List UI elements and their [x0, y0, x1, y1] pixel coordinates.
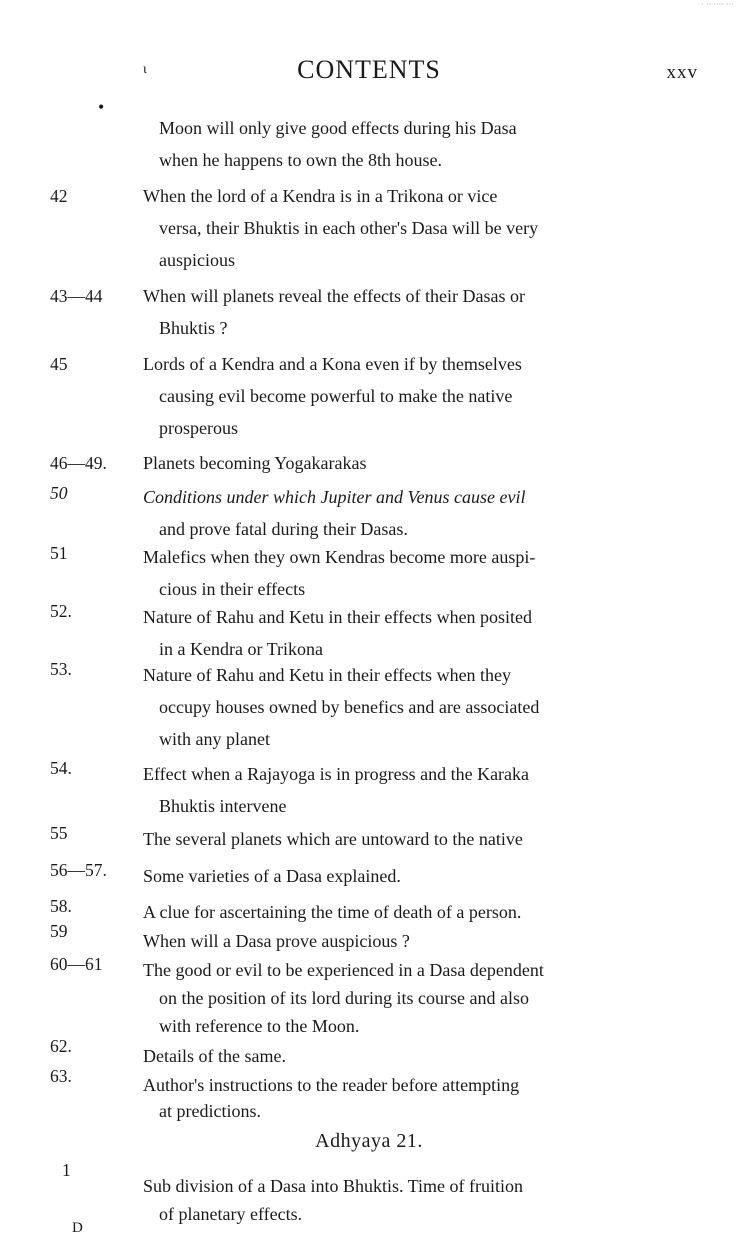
- entry-number: 42: [50, 186, 68, 206]
- entry-number: 59: [50, 921, 68, 941]
- entry-line: Moon will only give good effects during his Dasa: [159, 118, 517, 138]
- entry-number: 60—61: [50, 954, 103, 974]
- entry-line: with reference to the Moon.: [159, 1016, 360, 1036]
- entry-line: at predictions.: [159, 1101, 261, 1121]
- section-title: Adhyaya 21.: [315, 1130, 423, 1152]
- entry-text: [143, 860, 693, 892]
- entry-line: The good or evil to be experienced in a Dasa dependent: [143, 960, 544, 980]
- entry-line: When will a Dasa prove auspicious ?: [143, 931, 410, 951]
- entry-number: 1: [62, 1160, 71, 1180]
- entry-line: occupy houses owned by benefics and are associated: [159, 697, 540, 717]
- entry-line: Details of the same.: [143, 1046, 286, 1066]
- entry-line: Some varieties of a Dasa explained.: [143, 866, 401, 886]
- entry-text: [159, 112, 693, 176]
- entry-line: cious in their effects: [159, 579, 306, 599]
- entry-line: The several planets which are untoward to the native: [143, 829, 523, 849]
- corner-text: · ·· ···· ···: [701, 0, 734, 9]
- entry-line: Effect when a Rajayoga is in progress and the Karaka: [143, 764, 530, 784]
- entry-line: versa, their Bhuktis in each other's Dasa will be very: [159, 218, 539, 238]
- entry-line: When the lord of a Kendra is in a Trikona or vice: [143, 186, 498, 206]
- entry-line: auspicious: [159, 250, 235, 270]
- entry-text: [143, 659, 693, 755]
- entry-text: [143, 925, 693, 957]
- entry-line: Nature of Rahu and Ketu in their effects when posited: [143, 607, 533, 627]
- entry-line: of planetary effects.: [159, 1204, 303, 1224]
- entry-text: [143, 481, 693, 545]
- entry-line: Sub division of a Dasa into Bhuktis. Time of fruition: [143, 1176, 524, 1196]
- entry-text: [143, 601, 693, 665]
- entry-text: [143, 758, 693, 822]
- bullet-mark: •: [98, 97, 105, 117]
- entry-line: with any planet: [159, 729, 270, 749]
- entry-text: [143, 447, 693, 479]
- entry-text: [143, 348, 693, 444]
- entry-line: A clue for ascertaining the time of death of a person.: [143, 902, 522, 922]
- entry-line: Conditions under which Jupiter and Venus cause evil: [143, 487, 526, 507]
- entry-line: Bhuktis ?: [159, 318, 228, 338]
- entry-line: when he happens to own the 8th house.: [159, 150, 442, 170]
- entry-text: [143, 541, 693, 605]
- entry-line: When will planets reveal the effects of their Dasas or: [143, 286, 526, 306]
- entry-number: 53.: [50, 659, 72, 679]
- entry-line: causing evil become powerful to make the native: [159, 386, 513, 406]
- entry-line: Planets becoming Yogakarakas: [143, 453, 367, 473]
- entry-text: [143, 1072, 693, 1124]
- entry-text: [143, 1172, 693, 1228]
- entry-line: and prove fatal during their Dasas.: [159, 519, 408, 539]
- page-title: CONTENTS: [297, 55, 441, 84]
- entry-line: Bhuktis intervene: [159, 796, 287, 816]
- entry-line: Lords of a Kendra and a Kona even if by themselves: [143, 354, 522, 374]
- entry-number: 50: [50, 483, 68, 503]
- entry-text: [143, 280, 693, 344]
- entry-text: [143, 956, 693, 1040]
- entry-number: 58.: [50, 896, 72, 916]
- entry-line: in a Kendra or Trikona: [159, 639, 323, 659]
- entry-text: [143, 180, 693, 276]
- entry-text: [143, 896, 693, 928]
- entry-number: 51: [50, 543, 68, 563]
- signature-mark: D: [72, 1220, 83, 1236]
- entry-number: 46—49.: [50, 453, 107, 473]
- entry-number: 56—57.: [50, 860, 107, 880]
- entry-text: [143, 1040, 693, 1072]
- entry-number: 63.: [50, 1066, 72, 1086]
- entry-line: on the position of its lord during its course and also: [159, 988, 529, 1008]
- entry-number: 55: [50, 823, 68, 843]
- entry-number: 45: [50, 354, 68, 374]
- entry-number: 43—44: [50, 286, 103, 306]
- entry-number: 62.: [50, 1036, 72, 1056]
- entry-line: Author's instructions to the reader before attempting: [143, 1075, 520, 1095]
- header-mark: ɩ: [143, 62, 147, 77]
- entry-number: 52.: [50, 601, 72, 621]
- entry-line: prosperous: [159, 418, 238, 438]
- page-number: xxv: [666, 62, 698, 83]
- entry-line: Malefics when they own Kendras become more auspi-: [143, 547, 536, 567]
- entry-line: Nature of Rahu and Ketu in their effects when they: [143, 665, 512, 685]
- entry-text: [143, 823, 693, 855]
- entry-number: 54.: [50, 758, 72, 778]
